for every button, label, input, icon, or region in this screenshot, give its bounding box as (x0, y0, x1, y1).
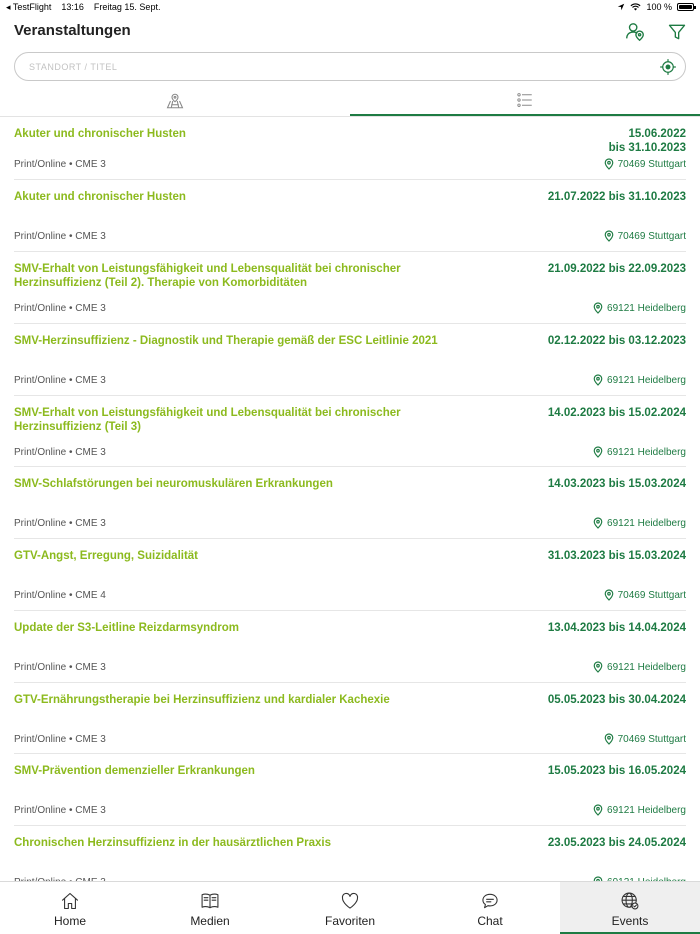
locate-icon[interactable] (659, 58, 677, 76)
event-date (548, 406, 686, 420)
nav-item-chat[interactable] (420, 882, 560, 934)
event-date-line: 21.07.2022 bis 31.10.2023 (547, 191, 686, 203)
speakers-button[interactable] (622, 19, 648, 45)
tab-map[interactable] (0, 86, 350, 116)
event-meta: Print/Online • CME 3 (14, 662, 106, 673)
event-meta: Print/Online • CME 3 (14, 805, 106, 816)
event-title[interactable]: Chronischen Herzinsuffizienz in der hausärztlichen Praxis (14, 837, 331, 849)
event-location[interactable] (593, 804, 686, 816)
filter-button[interactable] (664, 19, 690, 45)
persons-location-icon (624, 21, 646, 43)
bottom-navigation (0, 881, 700, 934)
event-location-text: 69121 Heidelberg (607, 517, 686, 529)
event-list-item[interactable] (14, 539, 686, 611)
event-date (548, 334, 686, 348)
event-location-text: 70469 Stuttgart (617, 230, 686, 242)
event-date (548, 262, 686, 276)
event-meta: Print/Online • CME 3 (14, 447, 106, 458)
heart-icon (339, 891, 361, 911)
nav-item-medien[interactable] (140, 882, 280, 934)
event-date-line: 13.04.2023 bis 14.04.2024 (547, 622, 686, 634)
event-location[interactable] (593, 661, 686, 673)
event-meta: Print/Online • CME 3 (14, 375, 106, 386)
nav-item-events[interactable] (560, 882, 700, 934)
event-location[interactable] (593, 446, 686, 458)
event-meta: Print/Online • CME 3 (14, 231, 106, 242)
event-date (548, 477, 686, 491)
event-location-text: 69121 Heidelberg (607, 661, 686, 673)
nav-item-home[interactable] (0, 882, 140, 934)
event-location-text: 69121 Heidelberg (607, 302, 686, 314)
globe-icon (619, 891, 641, 911)
filter-icon (667, 22, 687, 42)
event-list[interactable] (0, 117, 700, 881)
nav-label: Home (53, 914, 86, 928)
event-title[interactable]: SMV-Prävention demenzieller Erkrankungen (14, 765, 255, 777)
event-location-text: 70469 Stuttgart (617, 158, 686, 170)
event-title[interactable]: Update der S3-Leitline Reizdarmsyndrom (14, 622, 239, 634)
location-arrow-icon (617, 3, 625, 11)
event-location-text: 69121 Heidelberg (607, 804, 686, 816)
event-meta: Print/Online • CME 3 (14, 303, 106, 314)
location-pin-icon (593, 804, 603, 816)
event-list-item[interactable] (14, 324, 686, 396)
search-input[interactable] (29, 53, 649, 80)
header (0, 14, 700, 50)
home-icon (59, 891, 81, 911)
event-meta: Print/Online • CME 3 (14, 159, 106, 170)
nav-label: Medien (190, 914, 230, 928)
event-title[interactable]: GTV-Angst, Erregung, Suizidalität (14, 550, 199, 562)
event-list-item[interactable] (14, 754, 686, 826)
location-pin-icon (604, 230, 614, 242)
location-pin-icon (604, 589, 614, 601)
event-location-text: 70469 Stuttgart (617, 733, 686, 745)
nav-item-favoriten[interactable] (280, 882, 420, 934)
event-meta: Print/Online • CME 3 (14, 518, 106, 529)
event-date-line: 31.03.2023 bis 15.03.2024 (547, 550, 686, 562)
location-pin-icon (604, 733, 614, 745)
event-list-item[interactable] (14, 180, 686, 252)
nav-label: Events (611, 914, 649, 928)
status-app-name[interactable]: ◂ TestFlight (6, 1, 52, 12)
event-date-line: 02.12.2022 bis 03.12.2023 (547, 335, 686, 347)
location-pin-icon (604, 158, 614, 170)
list-icon (516, 91, 534, 109)
event-title[interactable]: Akuter und chronischer Husten (14, 191, 186, 203)
event-list-item[interactable] (14, 396, 686, 467)
event-title[interactable]: SMV-Schlafstörungen bei neuromuskulären Erkrankungen (14, 478, 333, 490)
event-title[interactable]: Akuter und chronischer Husten (14, 128, 186, 140)
event-date-line: bis 31.10.2023 (608, 142, 686, 154)
event-date (548, 693, 686, 707)
search-box (14, 52, 686, 81)
event-date (548, 764, 686, 778)
event-location[interactable] (593, 302, 686, 314)
location-pin-icon (593, 446, 603, 458)
event-location[interactable] (604, 158, 686, 170)
event-date (548, 190, 686, 204)
event-list-item[interactable] (14, 252, 686, 324)
event-date-line: 23.05.2023 bis 24.05.2024 (547, 837, 686, 849)
event-location-text: 70469 Stuttgart (617, 589, 686, 601)
battery-percentage: 100 % (646, 2, 672, 12)
event-date-line: 15.06.2022 (628, 128, 686, 140)
nav-label: Chat (477, 914, 503, 928)
status-bar (0, 0, 700, 14)
tab-list[interactable] (350, 86, 700, 116)
event-date-line: 05.05.2023 bis 30.04.2024 (547, 694, 686, 706)
event-date (548, 549, 686, 563)
event-title[interactable]: SMV-Herzinsuffizienz - Diagnostik und Therapie gemäß der ESC Leitlinie 2021 (14, 335, 438, 347)
event-list-item[interactable] (14, 611, 686, 683)
event-date-line: 14.03.2023 bis 15.03.2024 (547, 478, 686, 490)
chat-icon (479, 891, 501, 911)
event-list-item[interactable] (14, 117, 686, 180)
location-pin-icon (593, 661, 603, 673)
event-location[interactable] (593, 374, 686, 386)
battery-icon (677, 3, 694, 11)
event-location-text: 69121 Heidelberg (607, 446, 686, 458)
map-icon (166, 92, 184, 110)
event-date (609, 127, 686, 155)
event-list-item[interactable] (14, 467, 686, 539)
event-location[interactable] (604, 733, 686, 745)
wifi-icon (630, 3, 641, 11)
location-pin-icon (593, 302, 603, 314)
view-tabs (0, 86, 700, 117)
nav-label: Favoriten (324, 914, 376, 928)
event-meta: Print/Online • CME 4 (14, 590, 106, 601)
event-location-text: 69121 Heidelberg (607, 374, 686, 386)
event-date (548, 836, 686, 850)
location-pin-icon (593, 517, 603, 529)
book-icon (199, 891, 221, 911)
event-title[interactable]: SMV-Erhalt von Leistungsfähigkeit und Lebensqualität bei chronischer Herzinsuffizienz (Teil 3) (14, 407, 401, 433)
event-date (548, 621, 686, 635)
event-date-line: 15.05.2023 bis 16.05.2024 (547, 765, 686, 777)
location-pin-icon (593, 374, 603, 386)
event-meta: Print/Online • CME 3 (14, 734, 106, 745)
page-title: Veranstaltungen (14, 22, 131, 39)
event-location[interactable] (604, 230, 686, 242)
status-date: Freitag 15. Sept. (93, 2, 161, 12)
event-location[interactable] (593, 517, 686, 529)
event-date-line: 14.02.2023 bis 15.02.2024 (547, 407, 686, 419)
status-time: 13:16 (61, 2, 84, 12)
event-date-line: 21.09.2022 bis 22.09.2023 (547, 263, 686, 275)
event-title[interactable]: GTV-Ernährungstherapie bei Herzinsuffizienz und kardialer Kachexie (14, 694, 390, 706)
event-list-item[interactable] (14, 683, 686, 754)
event-title[interactable]: SMV-Erhalt von Leistungsfähigkeit und Lebensqualität bei chronischer Herzinsuffizienz (Teil 2). Therapie von Komorbiditäten (14, 263, 401, 289)
event-location[interactable] (604, 589, 686, 601)
